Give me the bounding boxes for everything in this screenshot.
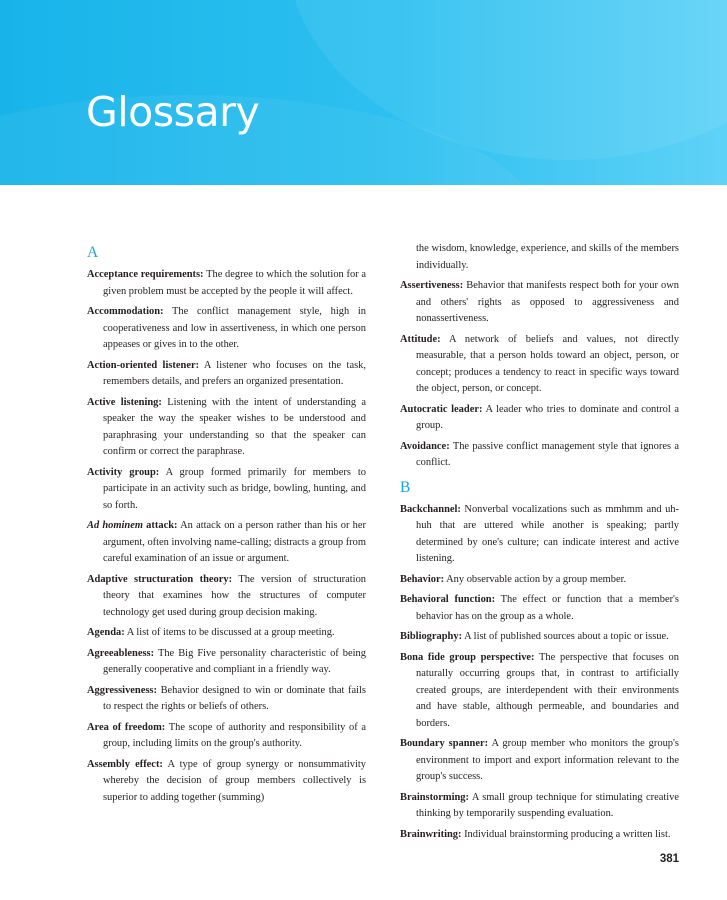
glossary-term: Boundary spanner: [400,738,489,749]
glossary-term: Adaptive structuration theory: [87,573,233,585]
glossary-definition: A small group technique for stimulating creative thinking by temporarily suspending evaluation. [416,791,679,819]
glossary-term: Avoidance: [400,440,450,452]
glossary-definition: A list of published sources about a topic or issue. [464,631,669,642]
glossary-entry [87,304,366,354]
left-column [87,241,366,810]
glossary-entry [400,629,679,646]
right-column [400,241,679,847]
glossary-entry [87,358,366,391]
glossary-definition: Any observable action by a group member. [446,573,627,585]
glossary-definition: The passive conflict management style that ignores a conflict. [416,440,679,468]
glossary-entry [87,465,366,515]
glossary-term: Assertiveness: [400,280,464,291]
glossary-definition: The perspective that focuses on naturally occurring groups that, in contrast to artificially created groups, are interdependent with their environments and have stable, although permeable, and boundaries and borders. [416,651,679,729]
glossary-definition: A network of beliefs and values, not directly measurable, that a person holds toward an object, person, or concept; produces a tendency to react in specific ways toward the object, person, or concept. [416,333,679,394]
glossary-list-b [400,502,679,844]
glossary-definition: A type of group synergy or nonsummativity whereby the decision of group members collectively is superior to adding together (summing) [103,758,366,803]
glossary-term: Bona fide group perspective: [400,651,535,663]
glossary-entry [400,736,679,786]
glossary-entry [87,683,366,716]
glossary-entry [400,572,679,589]
glossary-entry [400,332,679,398]
glossary-entry [400,439,679,472]
glossary-entry [400,592,679,625]
glossary-term-italic: Ad hominem [87,520,143,531]
glossary-entry [87,625,366,642]
glossary-term: attack: [142,520,178,531]
glossary-entry [400,827,679,844]
glossary-definition: An attack on a person rather than his or her argument, often involving name-calling; distracts a group from careful examination of an issue or argument. [103,520,366,564]
glossary-entry [400,502,679,568]
glossary-entry [87,646,366,679]
glossary-definition: The degree to which the solution for a given problem must be accepted by the people it will affect. [103,269,367,297]
glossary-term: Behavior: [400,573,445,585]
glossary-entry [87,395,366,461]
glossary-term: Active listening: [87,396,162,408]
glossary-definition: A group member who monitors the group's environment to import and export information relevant to the group's success. [416,738,679,782]
glossary-entry [400,790,679,823]
glossary-term: Behavioral function: [400,594,496,605]
glossary-term: Accommodation: [87,306,164,317]
glossary-term: Backchannel: [400,503,461,515]
glossary-entry [87,572,366,622]
glossary-term: Activity group: [87,466,160,478]
glossary-definition: The scope of authority and responsibility of a group, including limits on the group's authority. [103,721,367,749]
glossary-definition: A leader who tries to dominate and control a group. [416,403,679,431]
glossary-term: Brainstorming: [400,791,470,803]
glossary-definition: Behavior that manifests respect both for your own and others' rights as opposed to aggressiveness and nonassertiveness. [416,280,679,324]
glossary-term: Assembly effect: [87,758,163,770]
section-letter-b: B [400,478,411,496]
header-banner [0,0,727,185]
glossary-term: Area of freedom: [87,721,166,733]
glossary-definition: A list of items to be discussed at a group meeting. [126,627,335,638]
glossary-entry [87,757,366,807]
glossary-term: Acceptance requirements: [87,269,204,280]
glossary-term: Agenda: [87,627,125,638]
glossary-entry [400,402,679,435]
glossary-definition: The version of structuration theory that examines how the structures of computer technology get used during group decision making. [103,573,367,618]
glossary-entry [400,278,679,328]
section-letter-a: A [87,244,99,261]
glossary-definition: Listening with the intent of understanding a speaker the way the speaker wishes to be understood and paraphrasing your understanding so that the speaker can confirm or correct the paraphrase. [103,396,367,457]
glossary-entry-continuation: the wisdom, knowledge, experience, and skills of the members individually. [416,243,679,271]
glossary-definition: The Big Five personality characteristic of being generally cooperative and compliant in a friendly way. [103,647,366,675]
glossary-entry [87,720,366,753]
glossary-definition: Nonverbal vocalizations such as mmhmm and uh-huh that are uttered while another is speaking; partly determined by one's culture; can indicate interest and active listening. [416,503,680,564]
glossary-definition: A listener who focuses on the task, remembers details, and prefers an organized presentation. [103,359,366,387]
glossary-term: Bibliography: [400,631,463,642]
glossary-term: Action-oriented listener: [87,359,200,371]
glossary-definition: A group formed primarily for members to participate in an activity such as bridge, bowling, hunting, and so forth. [103,466,366,511]
glossary-list-a-continued [400,278,679,472]
page-title: Glossary [86,88,260,136]
glossary-entry [87,267,366,300]
page-number: 381 [659,853,679,865]
glossary-term: Brainwriting: [400,828,462,840]
glossary-term: Aggressiveness: [87,684,157,696]
glossary-term: Agreeableness: [87,647,155,659]
glossary-definition: The conflict management style, high in cooperativeness and low in assertiveness, in which one person appeases or gives in to the other. [103,306,366,350]
glossary-entry [87,518,366,568]
glossary-list-a [87,267,366,806]
glossary-definition: The effect or function that a member's behavior has on the group as a whole. [416,594,679,622]
glossary-term: Autocratic leader: [400,403,483,415]
glossary-term: Attitude: [400,333,441,345]
glossary-definition: Behavior designed to win or dominate that fails to respect the rights or beliefs of others. [103,684,366,712]
glossary-entry [400,650,679,733]
glossary-definition: Individual brainstorming producing a written list. [464,828,671,840]
